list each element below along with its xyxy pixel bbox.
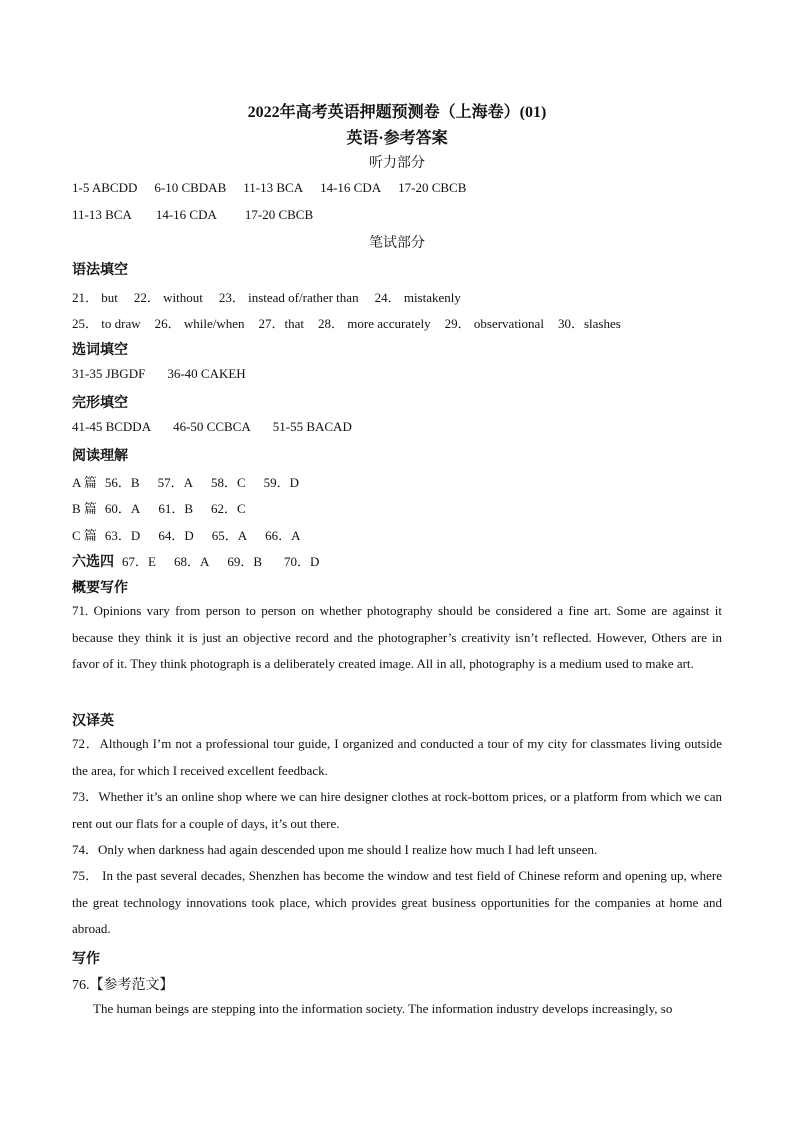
summary-answer-paragraph: 71. Opinions vary from person to person on whether photography should be considered a fine art. Some are against it because they think it is just an objective record and the photographer’s creativity isn’t reflected. However, Others are in favor of it. They think photograph is a deliberately created image. All in all, photography is a medium used to make art. [72, 603, 722, 671]
answer-group: 17-20 CBCB [398, 180, 467, 195]
translation-answer-75: 75． In the past several decades, Shenzhen has become the window and test field of Chinese reform and opening up, where the great technology innovations took place, which provides great business opportunities for the companies at home and abroad. [72, 868, 722, 936]
answer-item: 62．C [210, 501, 246, 516]
answer-group: 31-35 JBGDF [72, 366, 146, 381]
written-section-label: 笔试部分 [369, 236, 425, 251]
answer-group: 17-20 CBCB [244, 207, 314, 222]
reading-passage-b-answers [72, 498, 246, 517]
writing-heading: 写作 [72, 952, 100, 967]
passage-label: C 篇 [72, 528, 97, 543]
six-choose-four-label: 六选四 [72, 555, 114, 570]
cloze-answers [72, 419, 352, 435]
answer-item: 59．D [263, 475, 300, 490]
passage-label: A 篇 [72, 475, 97, 490]
page-subtitle: 英语·参考答案 [346, 130, 448, 147]
answer-group: 6-10 CBDAB [154, 180, 227, 195]
answer-item: 23． instead of/rather than [218, 290, 359, 305]
answer-item: 64．D [158, 528, 194, 543]
translation-answer-72: 72．Although I’m not a professional tour guide, I organized and conducted a tour of my city for classmates living outside the area, for which I received excellent feedback. [72, 736, 722, 778]
answer-group: 11-13 BCA [72, 207, 132, 222]
cloze-heading: 完形填空 [72, 396, 128, 411]
listening-answers-line-1 [72, 180, 466, 196]
answer-item: 29． observational [444, 316, 544, 331]
grammar-answers-row-2 [72, 313, 621, 332]
answer-item: 26． while/when [154, 316, 245, 331]
answer-group: 14-16 CDA [155, 207, 217, 222]
answer-item: 22． without [133, 290, 203, 305]
answer-group: 14-16 CDA [320, 180, 382, 195]
answer-item: 25． to draw [72, 316, 141, 331]
answer-item: 28． more accurately [318, 316, 431, 331]
word-choice-heading: 选词填空 [72, 343, 128, 358]
grammar-heading: 语法填空 [72, 263, 128, 278]
answer-group: 51-55 BACAD [272, 419, 352, 434]
six-choose-four-answers [72, 551, 319, 571]
listening-answers-line-2 [72, 207, 313, 223]
answer-group: 11-13 BCA [243, 180, 304, 195]
summary-heading: 概要写作 [72, 581, 128, 596]
page-title: 2022年高考英语押题预测卷（上海卷）(01) [247, 104, 547, 121]
answer-item: 58．C [210, 475, 246, 490]
reading-heading: 阅读理解 [72, 449, 128, 464]
translation-heading: 汉译英 [72, 714, 114, 729]
answer-item: 60．A [104, 501, 141, 516]
translation-answer-73: 73．Whether it’s an online shop where we can hire designer clothes at rock-bottom prices, or a platform from which we can rent out our flats for a couple of days, it’s out there. [72, 789, 722, 831]
answer-item: 65．A [211, 528, 248, 543]
answer-item: 69．B [227, 554, 263, 569]
answer-item: 56．B [104, 475, 140, 490]
answer-item: 68．A [173, 554, 210, 569]
answer-item: 30．slashes [557, 316, 621, 331]
translation-answer-74: 74．Only when darkness had again descended upon me should I realize how much I had left unseen. [72, 842, 598, 857]
writing-sample-label: 76.【参考范文】 [72, 978, 174, 993]
word-choice-answers [72, 366, 246, 382]
answer-group: 46-50 CCBCA [173, 419, 251, 434]
writing-sample-text: The human beings are stepping into the information society. The information industry develops increasingly, so [93, 1001, 673, 1016]
answer-item: 27．that [258, 316, 305, 331]
reading-passage-a-answers [72, 472, 299, 491]
answer-group: 1-5 ABCDD [72, 180, 138, 195]
answer-group: 36-40 CAKEH [167, 366, 246, 381]
answer-item: 70．D [284, 554, 320, 569]
reading-passage-c-answers [72, 525, 300, 544]
passage-label: B 篇 [72, 501, 97, 516]
grammar-answers-row-1 [72, 287, 461, 306]
listening-section-label: 听力部分 [369, 156, 425, 171]
answer-item: 57．A [157, 475, 193, 490]
answer-item: 63．D [104, 528, 141, 543]
answer-item: 21． but [72, 290, 118, 305]
answer-item: 66．A [265, 528, 301, 543]
answer-item: 24． mistakenly [374, 290, 461, 305]
answer-item: 67．E [122, 554, 156, 569]
answer-group: 41-45 BCDDA [72, 419, 152, 434]
answer-item: 61．B [158, 501, 193, 516]
